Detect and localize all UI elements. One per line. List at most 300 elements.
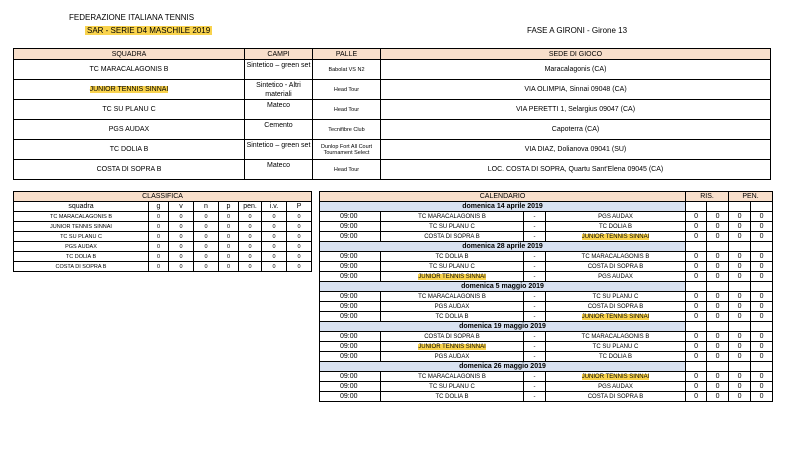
teams-table: [13, 48, 771, 180]
match-time: 09:00: [320, 382, 381, 392]
team-campi: Mateco: [245, 100, 313, 120]
match-away: TC DOLIA B: [599, 353, 633, 360]
classifica-value: 0: [194, 242, 219, 252]
match-time: 09:00: [320, 232, 381, 242]
match-away-cell: [546, 232, 686, 242]
calendar-date-blank: [729, 242, 751, 252]
match-home: TC DOLIA B: [435, 313, 469, 320]
match-home: TC SU PLANU C: [429, 263, 475, 270]
match-score: 0: [707, 392, 729, 402]
match-score: 0: [707, 332, 729, 342]
match-time: 09:00: [320, 262, 381, 272]
match-score: 0: [686, 332, 707, 342]
calendar-date-blank: [707, 322, 729, 332]
match-away-cell: [546, 312, 686, 322]
match-score: 0: [686, 222, 707, 232]
match-score: 0: [686, 382, 707, 392]
fase-title: FASE A GIRONI - Girone 13: [527, 26, 628, 35]
match-score: 0: [751, 222, 773, 232]
classifica-value: 0: [194, 262, 219, 272]
match-home: JUNIOR TENNIS SINNAI: [418, 343, 486, 350]
team-name-cell: [14, 100, 245, 120]
match-away: COSTA DI SOPRA B: [587, 263, 644, 270]
match-home: TC SU PLANU C: [429, 383, 475, 390]
match-score: 0: [729, 232, 751, 242]
calendar-date-blank: [686, 282, 707, 292]
calendar-date-blank: [751, 322, 773, 332]
match-separator: -: [524, 232, 546, 242]
match-home: PGS AUDAX: [434, 353, 470, 360]
match-score: 0: [707, 262, 729, 272]
match-home-cell: [381, 332, 524, 342]
match-score: 0: [686, 212, 707, 222]
classifica-team: JUNIOR TENNIS SINNAI: [14, 222, 149, 232]
team-sede: VIA OLIMPIA, Sinnai 09048 (CA): [381, 80, 771, 100]
classifica-team: PGS AUDAX: [14, 242, 149, 252]
team-campi: Sintetico – green set: [245, 60, 313, 80]
match-home: TC DOLIA B: [435, 253, 469, 260]
calendar-date-blank: [707, 362, 729, 372]
match-row: [320, 252, 773, 262]
match-home: JUNIOR TENNIS SINNAI: [418, 273, 486, 280]
classifica-row: [14, 212, 312, 222]
match-away-cell: [546, 352, 686, 362]
team-palle: Tecnifibre Club: [313, 120, 381, 140]
match-separator: -: [524, 352, 546, 362]
team-name: PGS AUDAX: [108, 125, 150, 133]
classifica-value: 0: [149, 232, 169, 242]
match-score: 0: [707, 302, 729, 312]
classifica-value: 0: [262, 252, 287, 262]
match-away: TC MARACALAGONIS B: [581, 333, 650, 340]
classifica-team: TC SU PLANU C: [14, 232, 149, 242]
match-home: TC MARACALAGONIS B: [418, 213, 486, 220]
match-time: 09:00: [320, 332, 381, 342]
match-away: TC MARACALAGONIS B: [581, 253, 650, 260]
calendar-date-blank: [686, 362, 707, 372]
classifica-value: 0: [169, 222, 194, 232]
team-sede: VIA PERETTI 1, Selargius 09047 (CA): [381, 100, 771, 120]
match-score: 0: [707, 212, 729, 222]
match-away-cell: [546, 332, 686, 342]
classifica-value: 0: [169, 232, 194, 242]
classifica-value: 0: [219, 232, 239, 242]
calendar-day-row: [320, 362, 773, 372]
classifica-value: 0: [287, 262, 312, 272]
match-separator: -: [524, 342, 546, 352]
match-home-cell: [381, 212, 524, 222]
match-time: 09:00: [320, 252, 381, 262]
match-score: 0: [686, 392, 707, 402]
match-time: 09:00: [320, 312, 381, 322]
match-score: 0: [751, 302, 773, 312]
team-campi: Sintetico – green set: [245, 140, 313, 160]
match-home-cell: [381, 372, 524, 382]
classifica-value: 0: [149, 252, 169, 262]
classifica-title: CLASSIFICA: [14, 192, 312, 202]
classifica-col-header: squadra: [14, 202, 149, 212]
classifica-value: 0: [219, 212, 239, 222]
match-home: TC MARACALAGONIS B: [418, 373, 486, 380]
classifica-team: TC MARACALAGONIS B: [14, 212, 149, 222]
classifica-value: 0: [262, 242, 287, 252]
classifica-value: 0: [239, 242, 262, 252]
match-away: PGS AUDAX: [598, 213, 633, 220]
match-row: [320, 352, 773, 362]
match-home-cell: [381, 252, 524, 262]
match-away: JUNIOR TENNIS SINNAI: [581, 373, 650, 380]
match-home: COSTA DI SOPRA B: [424, 233, 480, 240]
classifica-row: [14, 232, 312, 242]
match-away-cell: [546, 392, 686, 402]
match-away: TC SU PLANU C: [592, 293, 639, 300]
header-squadra: SQUADRA: [14, 49, 245, 60]
match-score: 0: [707, 252, 729, 262]
classifica-value: 0: [219, 262, 239, 272]
match-score: 0: [686, 252, 707, 262]
match-row: [320, 212, 773, 222]
team-row: [14, 120, 771, 140]
calendar-date-blank: [751, 242, 773, 252]
match-away: COSTA DI SOPRA B: [587, 303, 644, 310]
match-score: 0: [729, 252, 751, 262]
match-separator: -: [524, 222, 546, 232]
match-score: 0: [729, 222, 751, 232]
classifica-row: [14, 252, 312, 262]
match-time: 09:00: [320, 302, 381, 312]
team-sede: Maracalagonis (CA): [381, 60, 771, 80]
match-score: 0: [751, 372, 773, 382]
match-home-cell: [381, 272, 524, 282]
match-score: 0: [751, 392, 773, 402]
teams-header-row: [14, 49, 771, 60]
team-row: [14, 160, 771, 180]
calendar-date: domenica 28 aprile 2019: [320, 242, 686, 252]
classifica-value: 0: [194, 232, 219, 242]
classifica-value: 0: [149, 242, 169, 252]
match-away-cell: [546, 292, 686, 302]
classifica-col-header: g: [149, 202, 169, 212]
classifica-value: 0: [194, 252, 219, 262]
match-separator: -: [524, 312, 546, 322]
classifica-row: [14, 262, 312, 272]
federation-title: FEDERAZIONE ITALIANA TENNIS: [69, 13, 195, 22]
classifica-value: 0: [149, 222, 169, 232]
calendar-date-blank: [707, 282, 729, 292]
match-score: 0: [729, 332, 751, 342]
classifica-value: 0: [287, 242, 312, 252]
match-score: 0: [729, 312, 751, 322]
match-away-cell: [546, 302, 686, 312]
team-sede: Capoterra (CA): [381, 120, 771, 140]
match-score: 0: [751, 312, 773, 322]
team-campi: Cemento: [245, 120, 313, 140]
match-home: TC DOLIA B: [435, 393, 469, 400]
team-sede: VIA DIAZ, Dolianova 09041 (SU): [381, 140, 771, 160]
match-score: 0: [729, 352, 751, 362]
match-score: 0: [751, 342, 773, 352]
classifica-value: 0: [262, 232, 287, 242]
classifica-value: 0: [149, 262, 169, 272]
team-palle: Dunlop Fort All Court Tournament Select: [313, 140, 381, 160]
match-away-cell: [546, 222, 686, 232]
match-home-cell: [381, 262, 524, 272]
team-campi: Sintetico - Altri materiali: [245, 80, 313, 100]
classifica-value: 0: [262, 262, 287, 272]
classifica-value: 0: [194, 222, 219, 232]
match-score: 0: [707, 272, 729, 282]
calendar-day-row: [320, 282, 773, 292]
match-time: 09:00: [320, 272, 381, 282]
match-score: 0: [751, 332, 773, 342]
match-away-cell: [546, 212, 686, 222]
match-score: 0: [729, 292, 751, 302]
match-away-cell: [546, 262, 686, 272]
match-row: [320, 302, 773, 312]
match-score: 0: [751, 252, 773, 262]
match-score: 0: [686, 372, 707, 382]
match-time: 09:00: [320, 212, 381, 222]
team-name-cell: [14, 120, 245, 140]
match-score: 0: [751, 272, 773, 282]
match-score: 0: [751, 382, 773, 392]
match-separator: -: [524, 262, 546, 272]
match-score: 0: [686, 262, 707, 272]
match-home: TC SU PLANU C: [429, 223, 475, 230]
calendar-day-row: [320, 242, 773, 252]
calendar-date-blank: [729, 282, 751, 292]
match-separator: -: [524, 372, 546, 382]
match-time: 09:00: [320, 222, 381, 232]
header-sede: SEDE DI GIOCO: [381, 49, 771, 60]
match-score: 0: [686, 292, 707, 302]
match-score: 0: [686, 352, 707, 362]
team-palle: Head Tour: [313, 160, 381, 180]
match-time: 09:00: [320, 392, 381, 402]
match-time: 09:00: [320, 342, 381, 352]
match-row: [320, 292, 773, 302]
calendar-date-blank: [729, 322, 751, 332]
match-score: 0: [707, 232, 729, 242]
calendar-date-blank: [729, 362, 751, 372]
classifica-value: 0: [239, 262, 262, 272]
classifica-value: 0: [194, 212, 219, 222]
team-row: [14, 60, 771, 80]
match-home: COSTA DI SOPRA B: [424, 333, 480, 340]
team-row: [14, 100, 771, 120]
match-score: 0: [751, 352, 773, 362]
match-row: [320, 262, 773, 272]
classifica-value: 0: [239, 212, 262, 222]
calendar-date: domenica 26 maggio 2019: [320, 362, 686, 372]
match-away-cell: [546, 272, 686, 282]
match-score: 0: [707, 342, 729, 352]
calendar-date-blank: [686, 322, 707, 332]
match-away: PGS AUDAX: [598, 273, 633, 280]
match-score: 0: [686, 302, 707, 312]
classifica-value: 0: [219, 242, 239, 252]
calendar-day-row: [320, 202, 773, 212]
classifica-col-header: v: [169, 202, 194, 212]
match-score: 0: [686, 272, 707, 282]
match-score: 0: [686, 232, 707, 242]
match-away: TC DOLIA B: [599, 223, 633, 230]
match-score: 0: [707, 372, 729, 382]
match-row: [320, 312, 773, 322]
classifica-value: 0: [149, 212, 169, 222]
match-score: 0: [707, 222, 729, 232]
header-palle: PALLE: [313, 49, 381, 60]
calendar-date-blank: [686, 242, 707, 252]
team-name-cell: [14, 160, 245, 180]
calendar-date-blank: [751, 202, 773, 212]
match-home-cell: [381, 222, 524, 232]
classifica-value: 0: [219, 222, 239, 232]
match-away: JUNIOR TENNIS SINNAI: [581, 233, 650, 240]
match-row: [320, 222, 773, 232]
match-row: [320, 232, 773, 242]
classifica-value: 0: [262, 222, 287, 232]
calendar-date-blank: [707, 242, 729, 252]
match-separator: -: [524, 302, 546, 312]
match-score: 0: [686, 312, 707, 322]
classifica-value: 0: [239, 232, 262, 242]
match-score: 0: [729, 382, 751, 392]
match-separator: -: [524, 292, 546, 302]
classifica-team: COSTA DI SOPRA B: [14, 262, 149, 272]
classifica-value: 0: [169, 242, 194, 252]
classifica-col-header: p: [219, 202, 239, 212]
calendar-date: domenica 5 maggio 2019: [320, 282, 686, 292]
match-home-cell: [381, 312, 524, 322]
classifica-row: [14, 222, 312, 232]
classifica-table: [13, 191, 312, 272]
match-away-cell: [546, 372, 686, 382]
match-home-cell: [381, 392, 524, 402]
match-score: 0: [729, 392, 751, 402]
match-separator: -: [524, 392, 546, 402]
classifica-col-header: pen.: [239, 202, 262, 212]
team-palle: Head Tour: [313, 100, 381, 120]
calendar-date-blank: [729, 202, 751, 212]
serie-title: SAR - SERIE D4 MASCHILE 2019: [87, 26, 211, 35]
classifica-col-header: i.v.: [262, 202, 287, 212]
ris-header: RIS.: [686, 192, 729, 202]
calendario-title: CALENDARIO: [320, 192, 686, 202]
classifica-value: 0: [287, 252, 312, 262]
match-home: PGS AUDAX: [434, 303, 470, 310]
match-home-cell: [381, 302, 524, 312]
match-row: [320, 372, 773, 382]
match-score: 0: [707, 382, 729, 392]
match-score: 0: [729, 302, 751, 312]
team-name: TC MARACALAGONIS B: [89, 65, 169, 73]
match-home-cell: [381, 232, 524, 242]
classifica-col-header: P: [287, 202, 312, 212]
match-row: [320, 382, 773, 392]
match-time: 09:00: [320, 372, 381, 382]
team-palle: Babolat VS N2: [313, 60, 381, 80]
match-score: 0: [686, 342, 707, 352]
classifica-value: 0: [169, 262, 194, 272]
calendario-table: [319, 191, 773, 402]
pen-header: PEN.: [729, 192, 773, 202]
match-score: 0: [707, 292, 729, 302]
match-home: TC MARACALAGONIS B: [418, 293, 486, 300]
match-score: 0: [729, 342, 751, 352]
calendar-date: domenica 14 aprile 2019: [320, 202, 686, 212]
classifica-team: TC DOLIA B: [14, 252, 149, 262]
match-separator: -: [524, 382, 546, 392]
match-row: [320, 342, 773, 352]
match-away: JUNIOR TENNIS SINNAI: [581, 313, 650, 320]
team-name: TC DOLIA B: [109, 145, 149, 153]
classifica-col-header: n: [194, 202, 219, 212]
match-home-cell: [381, 292, 524, 302]
classifica-value: 0: [287, 212, 312, 222]
match-score: 0: [729, 212, 751, 222]
match-separator: -: [524, 332, 546, 342]
team-name: COSTA DI SOPRA B: [96, 165, 162, 173]
team-sede: LOC. COSTA DI SOPRA, Quartu Sant'Elena 09045 (CA): [381, 160, 771, 180]
match-row: [320, 332, 773, 342]
team-row: [14, 140, 771, 160]
match-away: PGS AUDAX: [598, 383, 633, 390]
match-away: COSTA DI SOPRA B: [587, 393, 644, 400]
match-home-cell: [381, 352, 524, 362]
team-name-cell: [14, 60, 245, 80]
team-name: JUNIOR TENNIS SINNAI: [89, 85, 169, 93]
classifica-value: 0: [169, 252, 194, 262]
classifica-value: 0: [219, 252, 239, 262]
classifica-value: 0: [287, 232, 312, 242]
team-row: [14, 80, 771, 100]
match-score: 0: [729, 272, 751, 282]
match-score: 0: [751, 262, 773, 272]
match-score: 0: [707, 352, 729, 362]
match-away-cell: [546, 342, 686, 352]
calendar-date-blank: [751, 362, 773, 372]
team-name-cell: [14, 80, 245, 100]
match-row: [320, 392, 773, 402]
match-score: 0: [707, 312, 729, 322]
classifica-value: 0: [239, 222, 262, 232]
calendar-date: domenica 19 maggio 2019: [320, 322, 686, 332]
match-home-cell: [381, 342, 524, 352]
header-campi: CAMPI: [245, 49, 313, 60]
match-away-cell: [546, 252, 686, 262]
match-separator: -: [524, 252, 546, 262]
calendar-day-row: [320, 322, 773, 332]
classifica-value: 0: [287, 222, 312, 232]
team-palle: Head Tour: [313, 80, 381, 100]
match-score: 0: [729, 372, 751, 382]
match-separator: -: [524, 272, 546, 282]
match-row: [320, 272, 773, 282]
match-score: 0: [751, 292, 773, 302]
calendar-date-blank: [751, 282, 773, 292]
calendar-date-blank: [686, 202, 707, 212]
team-name: TC SU PLANU C: [102, 105, 156, 113]
match-score: 0: [751, 232, 773, 242]
match-away-cell: [546, 382, 686, 392]
classifica-value: 0: [239, 252, 262, 262]
calendar-date-blank: [707, 202, 729, 212]
match-away: TC SU PLANU C: [592, 343, 639, 350]
match-separator: -: [524, 212, 546, 222]
classifica-value: 0: [262, 212, 287, 222]
team-campi: Mateco: [245, 160, 313, 180]
